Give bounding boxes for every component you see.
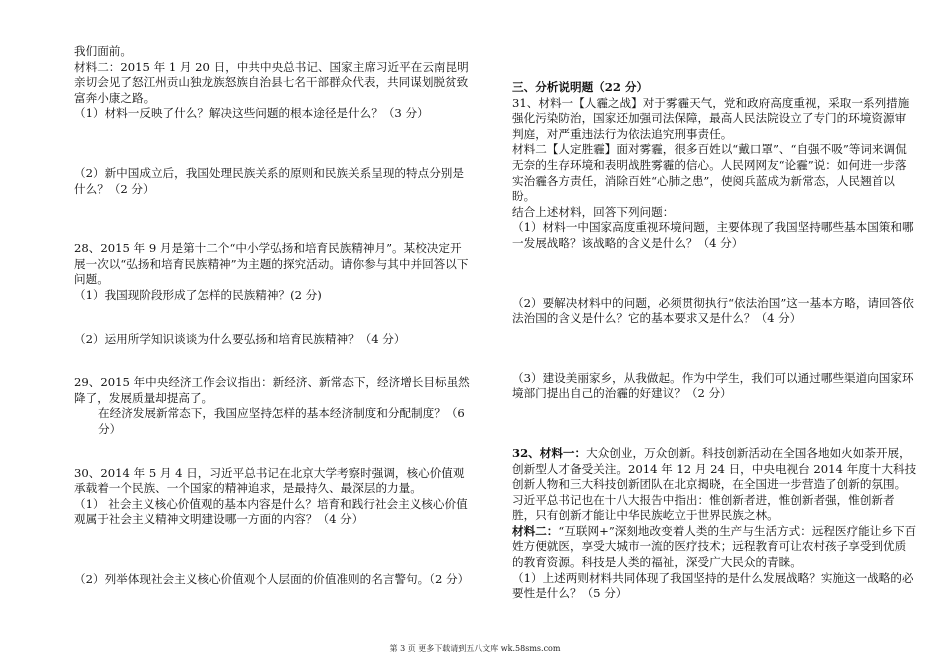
material-two-label: 材料二： bbox=[512, 523, 559, 538]
question-30-1: （1） 社会主义核心价值观的基本内容是什么？培育和践行社会主义核心价值观属于社会主义精神文明建设哪一方面的内容？（4 分） bbox=[74, 496, 468, 527]
question-29-1: 在经济发展新常态下，我国应坚持怎样的基本经济制度和分配制度？（6 分） bbox=[98, 406, 465, 436]
question-30: 30、2014 年 5 月 4 日，习近平总书记在北京大学考察时强调，核心价值观承载着一个民族、一个国家的精神追求，是最持久、最深层的力量。 bbox=[74, 465, 465, 496]
question-32-material-two-text: “互联网+”深刻地改变着人类的生产与生活方式：远程医疗能让乡下百姓方便就医，享受大城市一流的医疗技术；远程教育可让农村孩子享受到优质的教育资源。科技是人类的福祉，深受广大民众的青睐。 bbox=[512, 523, 917, 570]
material-two: 材料二：2015 年 1 月 20 日，中共中央总书记、国家主席习近平在云南昆明亲切会见了怒江州贡山独龙族怒族自治县七名干部群众代表，共同谋划脱贫致富奔小康之路。 bbox=[74, 59, 469, 105]
question-31-3: （3）建设美丽家乡，从我做起。作为中学生，我们可以通过哪些渠道向国家环境部门提出自己的治霾的好建议？（2 分） bbox=[512, 370, 914, 401]
question-30-2: （2）列举体现社会主义核心价值观个人层面的价值准则的名言警句。（2 分） bbox=[74, 571, 470, 586]
question-28-1: （1）我国现阶段形成了怎样的民族精神？(2 分) bbox=[74, 287, 322, 302]
question-31-2: （2）要解决材料中的问题，必须贯彻执行“依法治国”这一基本方略，请回答依法治国的含义是什么？它的基本要求又是什么？（4 分） bbox=[512, 295, 914, 326]
question-31-1: （1）材料一中国家高度重视环境问题，主要体现了我国坚持哪些基本国策和哪一发展战略？该战略的含义是什么？（4 分） bbox=[512, 220, 914, 250]
question-28-2: （2）运用所学知识谈谈为什么要弘扬和培育民族精神？（4 分） bbox=[74, 331, 406, 346]
question-31-material-two: 材料二【人定胜霾】面对雾霾，很多百姓以“戴口罩”、“自强不吸”等词来调侃无奈的生存环境和表明战胜雾霾的信心。人民网网友“论霾”说：如何进一步落实治霾各方责任，消除百姓“心肺之患”，使阅兵蓝成为新常态，人民翘首以盼。 bbox=[512, 142, 907, 204]
question-29: 29、2015 年中央经济工作会议指出：新经济、新常态下，经济增长目标虽然降了，发展质量却提高了。 bbox=[74, 375, 470, 405]
question-32-material-one-text: 大众创业，万众创新。科技创新活动在全国各地如火如荼开展，创新型人才备受关注。2014 年 12 月 24 日，中央电视台 2014 年度十大科技创新人物和三大科技创新团队在北京揭晓，在全国进一步营造了创新的氛围。习近平总书记也在十八大报告中指出：惟创新者进，惟创新者强，惟创新者胜，只有创新才能让中华民族屹立于世界民族之林。 bbox=[512, 445, 917, 523]
question-27-2: （2）新中国成立后，我国处理民族关系的原则和民族关系呈现的特点分别是什么？（2 分） bbox=[74, 165, 464, 196]
question-31-material-one: 31、材料一【人霾之战】对于雾霾天气，党和政府高度重视，采取一系列措施强化污染防治，国家还加强司法保障，最高人民法院设立了专门的环境资源审判庭，对严重违法行为依法追究刑事责任。 bbox=[512, 95, 910, 141]
left-column bbox=[74, 44, 470, 587]
question-32-1: （1）上述两则材料共同体现了我国坚持的是什么发展战略？实施这一战略的必要性是什么？（5 分） bbox=[512, 570, 914, 601]
page-footer: 第 3 页 更多下载请到五八文库 wk.58sms.com bbox=[389, 644, 561, 653]
right-column bbox=[512, 80, 917, 602]
question-32-material-one bbox=[512, 446, 917, 524]
question-32-label: 32、材料一： bbox=[512, 445, 587, 460]
question-32-material-two bbox=[512, 524, 917, 571]
question-28: 28、2015 年 9 月是第十二个“中小学弘扬和培育民族精神月”。某校决定开展一次以“弘扬和培育民族精神”为主题的探究活动。请你参与其中并回答以下问题。 bbox=[74, 241, 469, 287]
question-31-instruction: 结合上述材料，回答下列问题： bbox=[512, 204, 675, 219]
question-27-1: （1）材料一反映了什么？解决这些问题的根本途径是什么？（3 分） bbox=[74, 106, 429, 121]
text-line: 我们面前。 bbox=[74, 44, 132, 58]
section-title: 三、分析说明题（22 分） bbox=[512, 80, 649, 94]
